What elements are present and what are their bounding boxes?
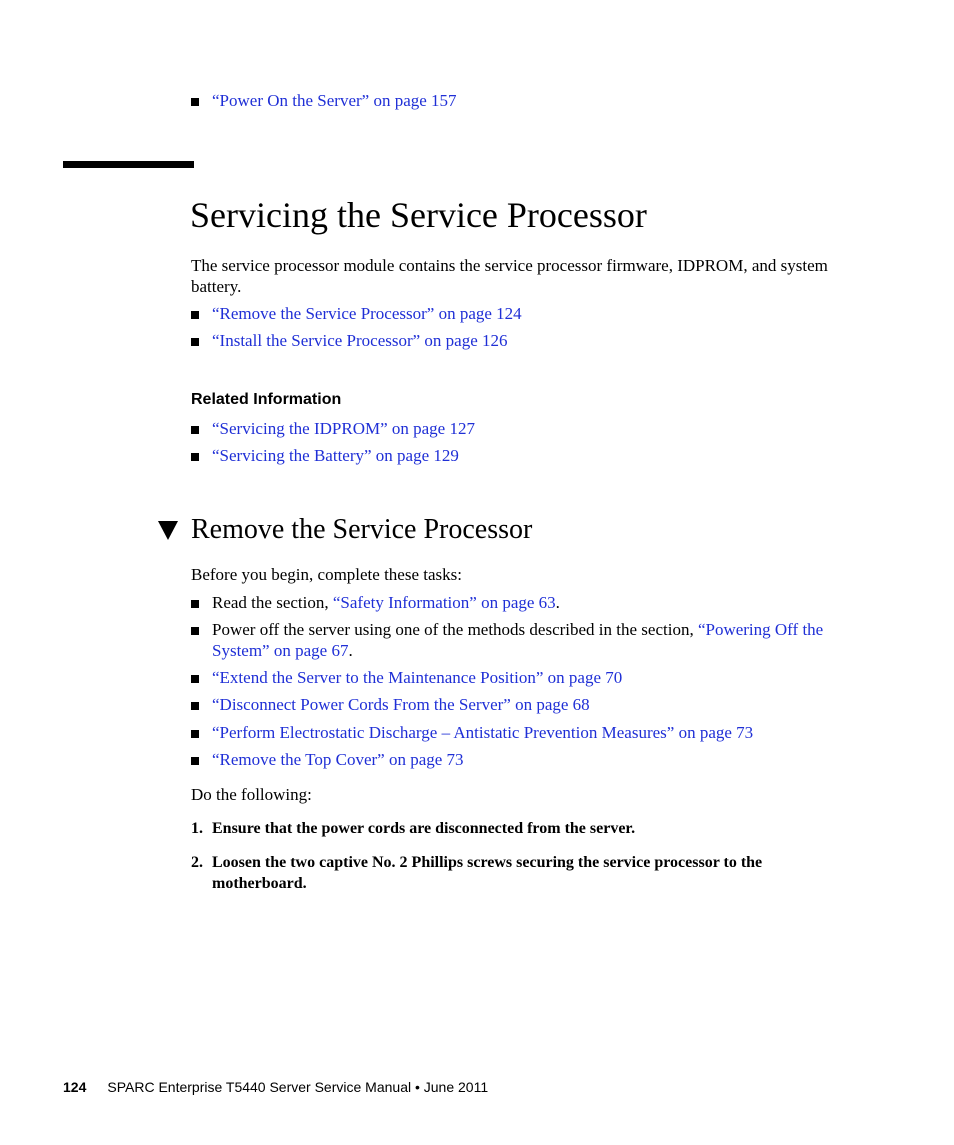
step-item <box>191 818 841 839</box>
link-remove-service-processor[interactable]: “Remove the Service Processor” on page 124 <box>212 304 522 323</box>
section-title: Servicing the Service Processor <box>190 195 647 235</box>
prereq-text: Power off the server using one of the methods described in the section, <box>212 620 698 639</box>
page-number: 124 <box>63 1079 87 1095</box>
link-safety-information[interactable]: “Safety Information” on page 63 <box>332 593 556 612</box>
list-item <box>191 418 851 439</box>
list-item <box>191 90 851 111</box>
task-triangle-icon <box>158 521 178 541</box>
bullet-square-icon <box>191 426 199 434</box>
link-servicing-idprom[interactable]: “Servicing the IDPROM” on page 127 <box>212 419 475 438</box>
section-intro: The service processor module contains the service processor firmware, IDPROM, and system battery. <box>191 256 828 296</box>
before-you-begin-text: Before you begin, complete these tasks: <box>191 565 462 584</box>
related-information-heading: Related Information <box>191 391 342 408</box>
link-extend-server[interactable]: “Extend the Server to the Maintenance Position” on page 70 <box>212 668 623 687</box>
bullet-square-icon <box>191 600 199 608</box>
link-install-service-processor[interactable]: “Install the Service Processor” on page 126 <box>212 331 508 350</box>
list-item <box>191 722 851 743</box>
list-item <box>191 303 851 324</box>
bullet-square-icon <box>191 627 199 635</box>
list-item <box>191 445 851 466</box>
list-item <box>191 592 851 613</box>
task-title: Remove the Service Processor <box>191 514 533 545</box>
bullet-square-icon <box>191 675 199 683</box>
bullet-square-icon <box>191 311 199 319</box>
bullet-square-icon <box>191 730 199 738</box>
step-number: 1. <box>191 820 203 837</box>
step-text: Loosen the two captive No. 2 Phillips screws securing the service processor to the motherboard. <box>212 854 763 892</box>
prereq-read-safety <box>212 592 851 613</box>
step-number: 2. <box>191 854 203 871</box>
section-rule <box>63 161 194 168</box>
page-footer <box>63 1078 488 1096</box>
list-item <box>191 619 851 661</box>
link-disconnect-power-cords[interactable]: “Disconnect Power Cords From the Server” on page 68 <box>212 695 590 714</box>
list-item <box>191 749 851 770</box>
list-item <box>191 667 851 688</box>
bullet-square-icon <box>191 338 199 346</box>
do-following-text: Do the following: <box>191 785 312 804</box>
link-power-on-server[interactable]: “Power On the Server” on page 157 <box>212 91 457 110</box>
prereq-suffix: . <box>555 593 560 612</box>
bullet-square-icon <box>191 98 199 106</box>
prereq-suffix: . <box>348 641 353 660</box>
link-electrostatic-discharge[interactable]: “Perform Electrostatic Discharge – Antistatic Prevention Measures” on page 73 <box>212 723 754 742</box>
prereq-text: Read the section, <box>212 593 333 612</box>
list-item <box>191 694 851 715</box>
link-remove-top-cover[interactable]: “Remove the Top Cover” on page 73 <box>212 750 464 769</box>
bullet-square-icon <box>191 453 199 461</box>
prereq-power-off <box>212 619 851 661</box>
bullet-square-icon <box>191 702 199 710</box>
link-servicing-battery[interactable]: “Servicing the Battery” on page 129 <box>212 446 459 465</box>
step-text: Ensure that the power cords are disconnected from the server. <box>212 820 636 837</box>
bullet-square-icon <box>191 757 199 765</box>
footer-text: SPARC Enterprise T5440 Server Service Manual • June 2011 <box>107 1079 489 1095</box>
step-item <box>191 852 841 894</box>
list-item <box>191 330 851 351</box>
link-powering-off-system[interactable]: “Powering Off the System” on page 67 <box>212 620 824 660</box>
